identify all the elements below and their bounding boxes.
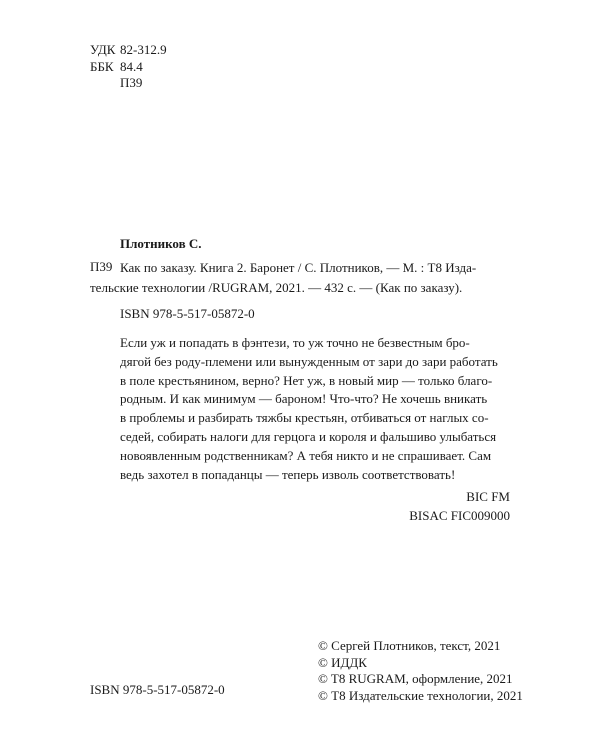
udk-row — [90, 42, 167, 59]
isbn-footer: ISBN 978-5-517-05872-0 — [90, 682, 225, 697]
bbk-code: 84.4 — [120, 58, 143, 74]
udk-code: 82-312.9 — [120, 42, 167, 57]
bisac-code: BISAC FIC009000 — [409, 507, 510, 523]
author-sign-code: П39 — [120, 75, 143, 90]
annotation-line: седей, собирать налоги для герцога и короля и фальшиво улыбаться — [120, 428, 497, 444]
bibliography-author-code: П39 — [90, 259, 113, 274]
isbn-record: ISBN 978-5-517-05872-0 — [120, 306, 255, 321]
annotation-line: ведь захотел в попаданцы — теперь изволь соответствовать! — [120, 466, 456, 482]
copyright-line: © T8 RUGRAM, оформление, 2021 — [318, 671, 513, 686]
classification-block — [90, 42, 167, 92]
copyright-line: © ИДДК — [318, 654, 367, 670]
annotation-line: новоявленным родственникам? А тебя никто и не спрашивает. Сам — [120, 447, 492, 463]
annotation-line: Если уж и попадать в фэнтези, то уж точно не безвестным бро- — [120, 335, 470, 350]
copyright-line: © Сергей Плотников, текст, 2021 — [318, 638, 501, 653]
bic-code: BIC FM — [466, 489, 510, 504]
bbk-row — [90, 59, 167, 76]
copyright-block — [318, 638, 523, 704]
subject-codes — [409, 488, 510, 525]
author-heading: Плотников С. — [120, 236, 202, 251]
annotation-line: родным. И как минимум — бароном! Что-что? Не хочешь вникать — [120, 391, 488, 407]
bibliography-line: тельские технологии /RUGRAM, 2021. — 432 с. — (Как по заказу). — [90, 280, 463, 295]
annotation-line: дягой без роду-племени или вынужденным от зари до зари работать — [120, 353, 498, 369]
bibliography-line: Как по заказу. Книга 2. Баронет / С. Плотников, — М. : Т8 Изда- — [120, 260, 477, 275]
annotation-line: в проблемы и разбирать тяжбы крестьян, отбиваться от наглых со- — [120, 410, 489, 426]
annotation-line: в поле крестьянином, верно? Нет уж, в новый мир — только благо- — [120, 372, 493, 388]
udk-label: УДК — [90, 42, 116, 57]
annotation — [120, 334, 498, 484]
bbk-label: ББК — [90, 58, 114, 74]
copyright-line: © Т8 Издательские технологии, 2021 — [318, 687, 523, 703]
